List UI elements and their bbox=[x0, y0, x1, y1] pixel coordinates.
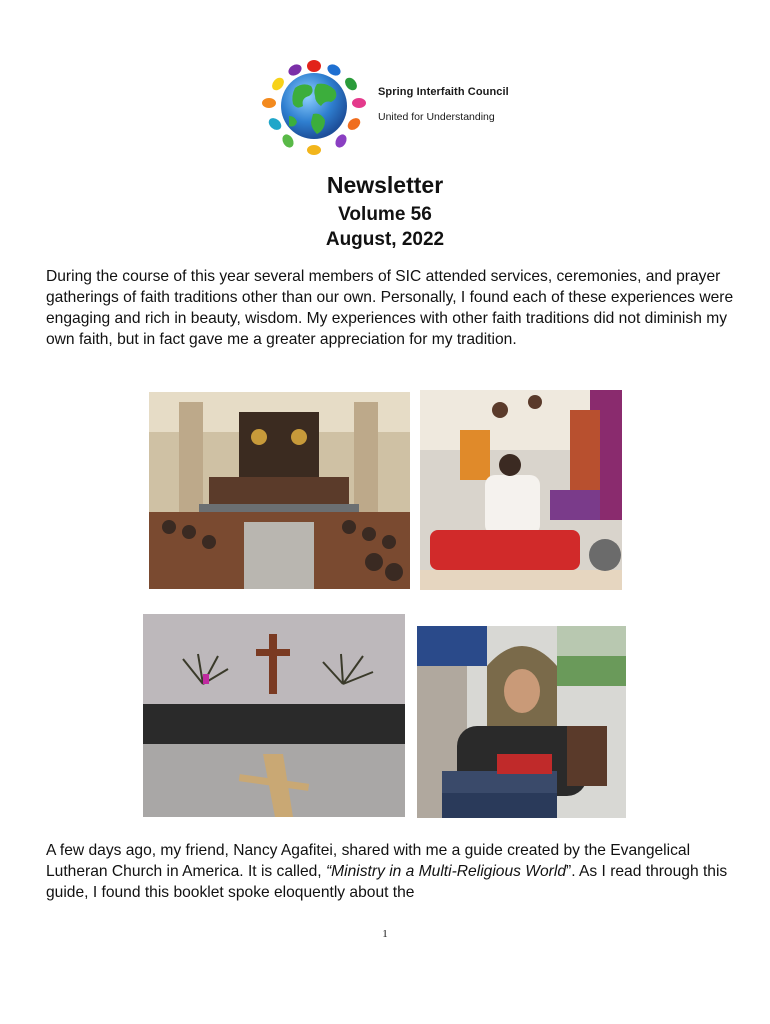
org-name: Spring Interfaith Council bbox=[378, 86, 509, 98]
hindu-ceremony-photo bbox=[420, 390, 622, 590]
issue-date: August, 2022 bbox=[325, 229, 445, 250]
page-number: 1 bbox=[382, 928, 388, 940]
second-paragraph-after: ”. As I read through this guide, I found this booklet spoke eloquently about the bbox=[46, 863, 728, 901]
org-block bbox=[378, 86, 509, 123]
synagogue-service-photo bbox=[149, 392, 410, 589]
newsletter-title: Newsletter bbox=[326, 172, 444, 198]
booklet-title: “Ministry in a Multi-Religious World bbox=[325, 863, 566, 880]
globe-hands-logo bbox=[255, 58, 373, 158]
second-paragraph-before: A few days ago, my friend, Nancy Agafitei, shared with me a guide created by the Evangelical Lutheran Church in America. It is called, bbox=[46, 842, 691, 880]
volume-label: Volume 56 bbox=[338, 204, 432, 225]
org-tagline: United for Understanding bbox=[378, 111, 495, 123]
intro-paragraph: During the course of this year several members of SIC attended services, ceremonies, and prayer gatherings of faith traditions other than our own. Personally, I found each of these experiences were engaging and rich in beauty, wisdom. My experiences with other faith traditions did not diminish my own faith, but in fact gave me a greater appreciation for my tradition. bbox=[46, 268, 734, 348]
altar-cross-photo bbox=[143, 614, 405, 817]
second-paragraph bbox=[46, 840, 736, 903]
title-block bbox=[0, 170, 770, 252]
author-with-books-photo bbox=[417, 626, 626, 818]
